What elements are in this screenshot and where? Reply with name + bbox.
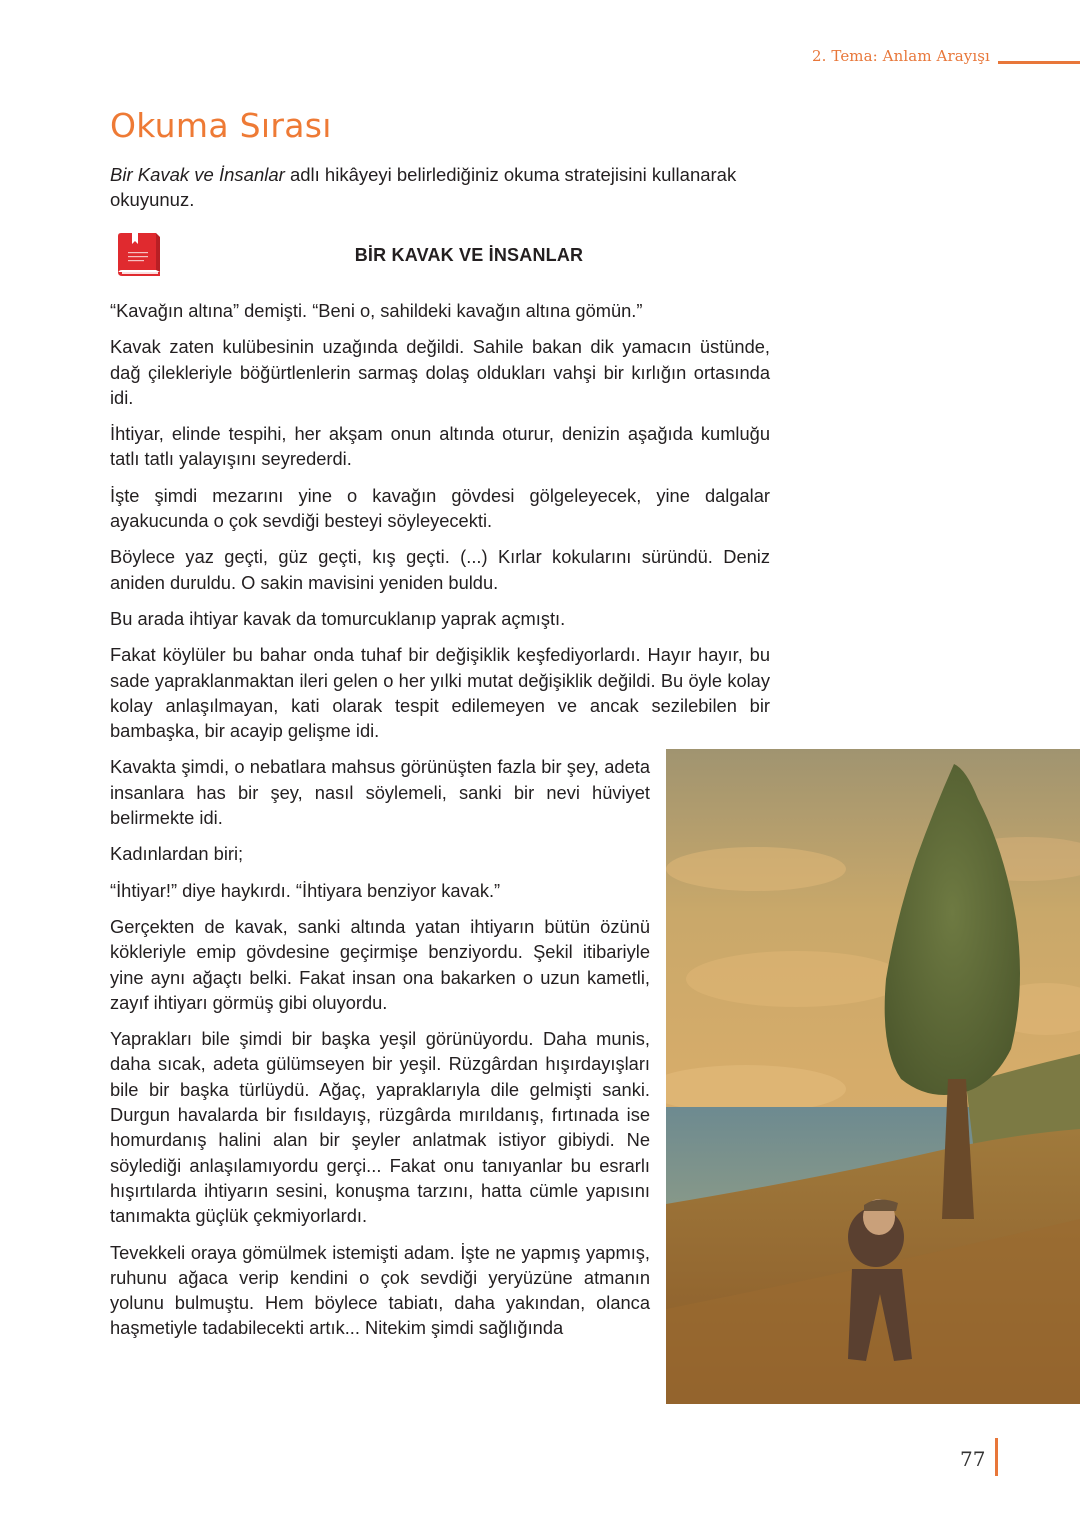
story-title: BİR KAVAK VE İNSANLAR <box>354 245 584 265</box>
story-paragraph: Tevekkeli oraya gömülmek istemişti adam. İşte ne yapmış yapmış, ruhunu ağaca verip kendini o çok sevdiği yeryüzüne atmanın yolunu bulmuştu. Hem böylece tabiatı, daha yakından, olanca haşmetiyle tadabilecekti artık... Nitekim şimdi sağlığında <box>110 1241 650 1339</box>
story-paragraph: Kadınlardan biri; <box>110 843 244 865</box>
theme-header: 2. Tema: Anlam Arayışı <box>812 47 990 65</box>
page-number: 77 <box>960 1447 986 1471</box>
section-title: Okuma Sırası <box>110 106 332 145</box>
page-number-bar <box>995 1438 998 1476</box>
story-paragraph: Kavak zaten kulübesinin uzağında değildi. Sahile bakan dik yamacın üstünde, dağ çilekleriyle böğürtlenlerin sarmaş dolaş oldukları vahşi bir kırlığın ortasında idi. <box>110 336 770 408</box>
story-name-italic: Bir Kavak ve İnsanlar <box>110 164 285 185</box>
story-paragraph: Kavakta şimdi, o nebatlara mahsus görünüşten fazla bir şey, adeta insanlara has bir şey, nasıl söylemeli, sanki bir nevi hüviyet belirmekte idi. <box>110 756 650 829</box>
story-paragraph: “İhtiyar!” diye haykırdı. “İhtiyara benziyor kavak.” <box>110 879 501 901</box>
story-paragraph: Yaprakları bile şimdi bir başka yeşil görünüyordu. Daha munis, daha sıcak, adeta gülümseyen bir yeşil. Rüzgârdan hışırdayışları bile bir başka türlüydü. Ağaç, yapraklarıyla dile gelmişti sanki. Durgun havalarda bir fısıldayış, rüzgârda mırıldanış, fırtınada ise homurdanış halini alan bir şeyler anlatmak istiyor gibiydi. Ne söylediği anlaşılamıyordu gerçi... Fakat onu tanıyanlar bu esrarlı hışırtılarda ihtiyarın sesini, konuşma tarzını, hatta cümle yapısını tanımakta güçlük çekmiyorlardı. <box>110 1028 650 1227</box>
intro-instruction <box>110 162 780 212</box>
story-paragraph: İşte şimdi mezarını yine o kavağın gövdesi gölgeleyecek, yine dalgalar ayakucunda o çok sevdiği besteyi söyleyecekti. <box>110 484 770 532</box>
header-rule <box>998 61 1080 64</box>
story-paragraph: Gerçekten de kavak, sanki altında yatan ihtiyarın bütün özünü kökleriyle emip gövdesine geçirmişe benziyordu. Şekil itibariyle yine aynı ağaçtı belki. Fakat insan ona bakarken o uzun kametli, zayıf ihtiyarı görmüş gibi oluyordu. <box>110 915 650 1013</box>
story-paragraph: Böylece yaz geçti, güz geçti, kış geçti. (...) Kırlar kokularını süründü. Deniz aniden duruldu. O sakin mavisini yeniden buldu. <box>110 546 770 593</box>
intro-text: adlı hikâyeyi belirlediğiniz okuma stratejisini kullanarak okuyunuz. <box>110 164 737 210</box>
story-paragraph: Bu arada ihtiyar kavak da tomurcuklanıp yaprak açmıştı. <box>110 607 566 629</box>
story-paragraph: İhtiyar, elinde tespihi, her akşam onun altında oturur, denizin aşağıda kumluğu tatlı tatlı yalayışını seyrederdi. <box>110 423 770 470</box>
story-paragraph: Fakat köylüler bu bahar onda tuhaf bir değişiklik keşfediyorlardı. Hayır hayır, bu sade yapraklanmaktan ileri gelen o her yılki mutat değişiklik değildi. Bu öyle kolay kolay anlaşılmayan, kati olarak tespit edilemeyen ve ancak sezilebilen bir bambaşka, bir acayip gelişme idi. <box>110 644 770 742</box>
painting-illustration <box>666 749 1080 1404</box>
story-paragraph: “Kavağın altına” demişti. “Beni o, sahildeki kavağın altına gömün.” <box>110 300 643 321</box>
